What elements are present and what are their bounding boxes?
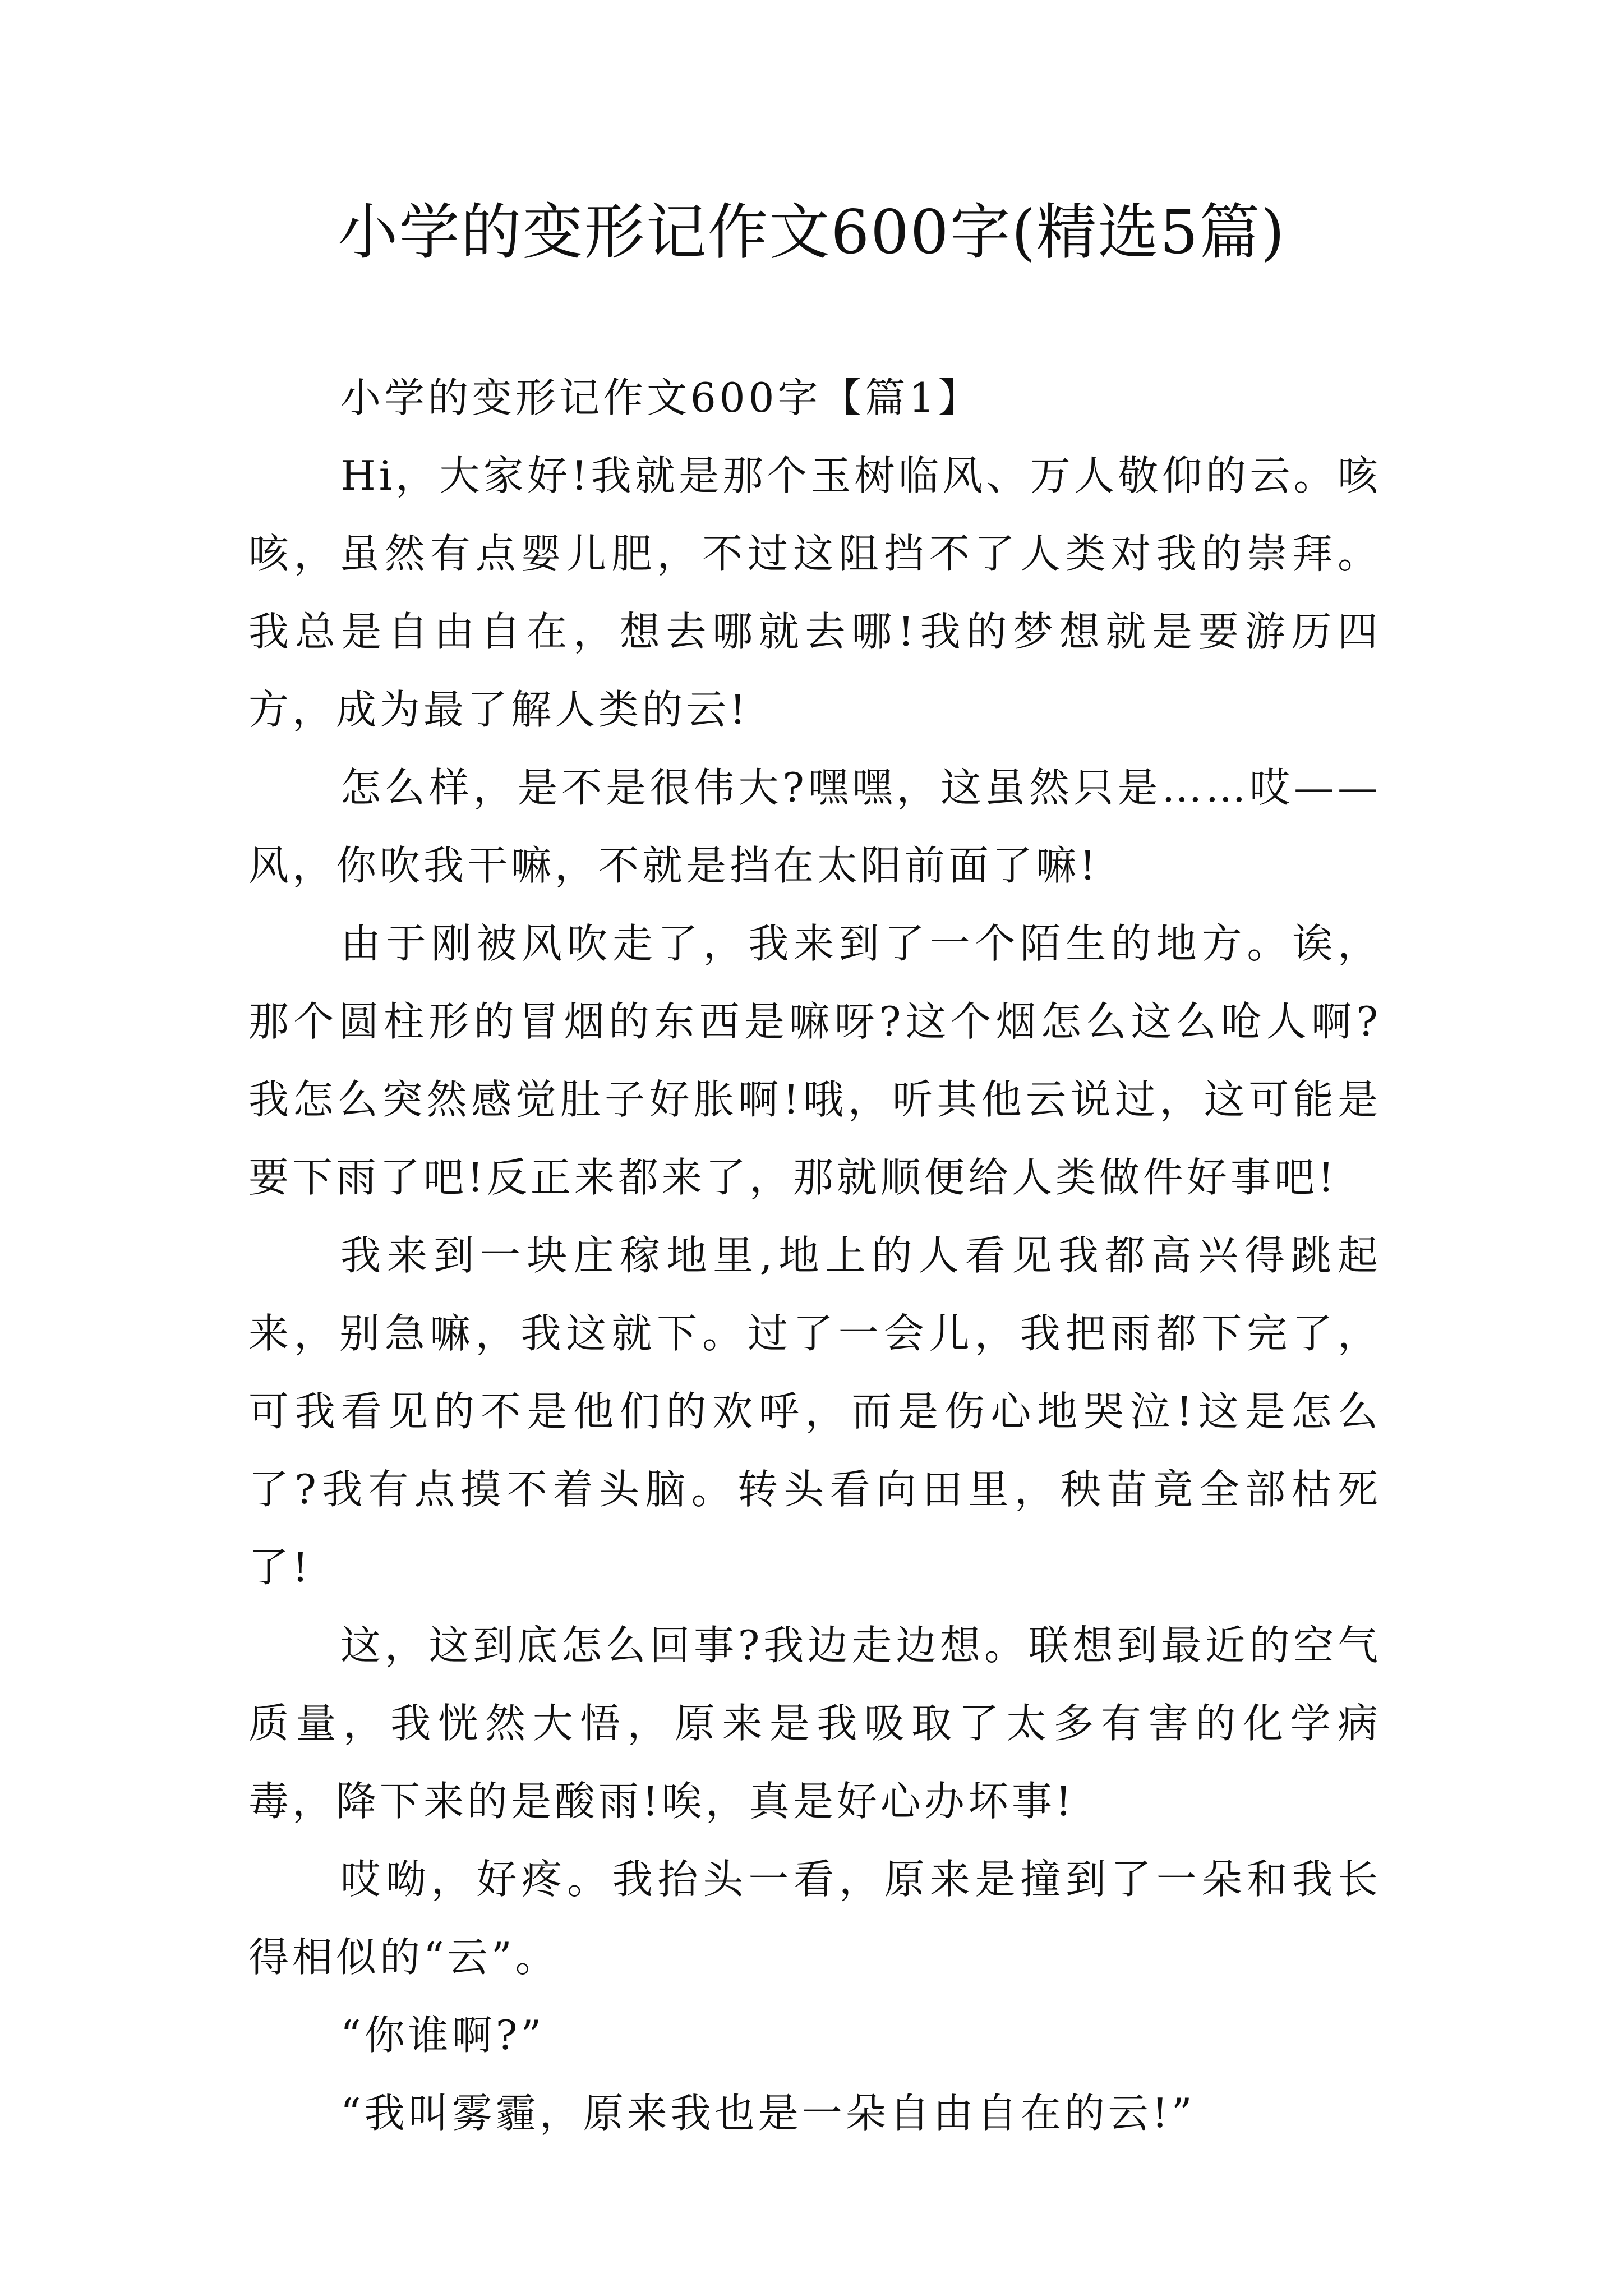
paragraph: 哎呦，好疼。我抬头一看，原来是撞到了一朵和我长得相似的“云”。 [248,1856,1381,1981]
paragraph: 我来到一块庄稼地里,地上的人看见我都高兴得跳起来，别急嘛，我这就下。过了一会儿，我把雨都下完了，可我看见的不是他们的欢呼，而是伤心地哭泣!这是怎么了?我有点摸不着头脑。转头看向田里，秧苗竟全部枯死了! [248,1232,1381,1591]
dialogue-line: “你谁啊?” [340,2012,545,2059]
paragraph: 这，这到底怎么回事?我边走边想。联想到最近的空气质量，我恍然大悟，原来是我吸取了太多有害的化学病毒，降下来的是酸雨!唉，真是好心办坏事! [248,1622,1381,1825]
document-body [248,359,1381,2152]
paragraph: Hi，大家好!我就是那个玉树临风、万人敬仰的云。咳咳，虽然有点婴儿肥，不过这阻挡不了人类对我的崇拜。我总是自由自在，想去哪就去哪!我的梦想就是要游历四方，成为最了解人类的云! [248,452,1381,733]
paragraph: 怎么样，是不是很伟大?嘿嘿，这虽然只是……哎——风，你吹我干嘛，不就是挡在太阳前面了嘛! [248,764,1381,889]
dialogue-line: “我叫雾霾，原来我也是一朵自由自在的云!” [340,2090,1196,2137]
document-title: 小学的变形记作文600字(精选5篇) [337,197,1286,268]
section-heading: 小学的变形记作文600字【篇1】 [340,374,982,421]
paragraph: 由于刚被风吹走了，我来到了一个陌生的地方。诶，那个圆柱形的冒烟的东西是嘛呀?这个烟怎么这么呛人啊?我怎么突然感觉肚子好胀啊!哦，听其他云说过，这可能是要下雨了吧!反正来都来了，那就顺便给人类做件好事吧! [248,920,1381,1201]
